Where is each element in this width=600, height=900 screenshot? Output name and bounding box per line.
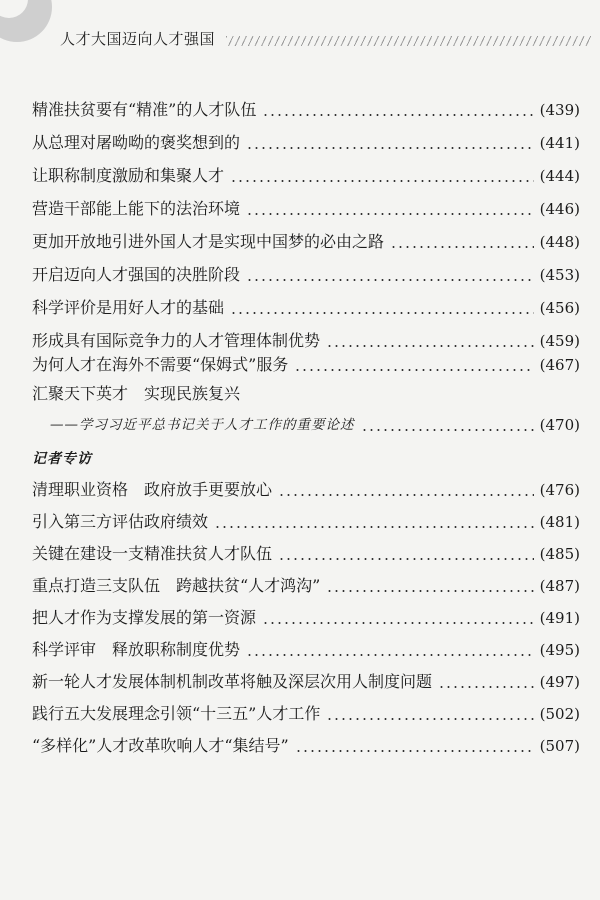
section-heading: 记者专访 <box>32 451 92 467</box>
leader-dots <box>246 279 534 281</box>
toc-entry-title: 精准扶贫要有“精准”的人才队伍 <box>32 100 257 119</box>
toc-entry <box>32 574 580 596</box>
toc-entry-title: 践行五大发展理念引领“十三五”人才工作 <box>32 704 321 723</box>
toc-entry-page: (507) <box>539 737 580 755</box>
toc-entry-page: (446) <box>539 200 580 218</box>
toc-entry-title: 重点打造三支队伍 跨越扶贫“人才鸿沟” <box>32 576 321 595</box>
leader-dots <box>326 345 534 347</box>
toc-entry-page: (485) <box>539 545 580 563</box>
toc-entry <box>32 734 580 756</box>
leader-dots <box>361 429 534 431</box>
toc-entry-page: (459) <box>539 332 580 350</box>
toc-entry-title: 开启迈向人才强国的决胜阶段 <box>32 265 241 284</box>
toc-entry-title: “多样化”人才改革吹响人才“集结号” <box>32 736 289 755</box>
toc-entry-title: 把人才作为支撑发展的第一资源 <box>32 608 257 627</box>
toc-entry-subtitle: ——学习习近平总书记关于人才工作的重要论述 <box>50 417 355 433</box>
toc-entry <box>32 164 580 186</box>
toc-entry <box>32 353 580 375</box>
toc-entry <box>32 131 580 153</box>
toc-entry-title: 科学评审 释放职称制度优势 <box>32 640 241 659</box>
toc-entry <box>32 638 580 660</box>
toc-entry-title: 为何人才在海外不需要“保姆式”服务 <box>32 355 289 374</box>
toc-entry-title: 引入第三方评估政府绩效 <box>32 512 209 531</box>
leader-dots <box>246 213 534 215</box>
toc-entry-page: (453) <box>539 266 580 284</box>
toc-entry-title: 关键在建设一支精准扶贫人才队伍 <box>32 544 273 563</box>
toc-entry-page: (444) <box>539 167 580 185</box>
toc-entry-page: (497) <box>539 673 580 691</box>
leader-dots <box>262 114 533 116</box>
toc-entry-page: (495) <box>539 641 580 659</box>
corner-ornament <box>0 0 52 42</box>
toc-entry-title: 形成具有国际竞争力的人才管理体制优势 <box>32 331 321 350</box>
toc-entry <box>32 606 580 628</box>
toc-entry-page: (439) <box>539 101 580 119</box>
leader-dots <box>438 686 534 688</box>
running-header <box>0 0 600 62</box>
toc-entry <box>32 230 580 252</box>
leader-dots <box>246 654 534 656</box>
header-hatch-rule <box>226 36 592 46</box>
toc-entry-page: (448) <box>539 233 580 251</box>
leader-dots <box>326 590 533 592</box>
leader-dots <box>230 180 534 182</box>
toc-entry-title: 清理职业资格 政府放手更要放心 <box>32 480 273 499</box>
toc-entry <box>32 296 580 318</box>
toc-entry <box>32 702 580 724</box>
leader-dots <box>390 246 534 248</box>
toc-entry-page: (467) <box>539 356 580 374</box>
toc-entry-title: 从总理对屠呦呦的褒奖想到的 <box>32 133 241 152</box>
toc-entry-page: (481) <box>539 513 580 531</box>
leader-dots <box>230 312 534 314</box>
leader-dots <box>295 750 534 752</box>
toc-entry <box>32 670 580 692</box>
leader-dots <box>294 369 533 371</box>
toc-entry-page: (441) <box>539 134 580 152</box>
toc-entry <box>32 478 580 500</box>
toc-entry-page: (491) <box>539 609 580 627</box>
toc-entry <box>32 542 580 564</box>
leader-dots <box>278 558 534 560</box>
toc-entry-multiline-title: 汇聚天下英才 实现民族复兴 <box>32 384 241 403</box>
toc-entry-title: 更加开放地引进外国人才是实现中国梦的必由之路 <box>32 232 385 251</box>
toc-entry-page: (502) <box>539 705 580 723</box>
leader-dots <box>262 622 534 624</box>
toc-entry <box>32 197 580 219</box>
leader-dots <box>326 718 533 720</box>
toc-entry-title: 新一轮人才发展体制机制改革将触及深层次用人制度问题 <box>32 672 433 691</box>
toc-entry <box>32 329 580 351</box>
leader-dots <box>278 494 534 496</box>
toc-entry <box>32 98 580 120</box>
leader-dots <box>246 147 534 149</box>
book-title: 人才大国迈向人才强国 <box>60 30 216 48</box>
toc-entry-title: 科学评价是用好人才的基础 <box>32 298 225 317</box>
toc-entry-subtitle-line <box>50 413 580 435</box>
leader-dots <box>214 526 534 528</box>
toc-entry-page: (470) <box>539 416 580 434</box>
toc-entry-title: 营造干部能上能下的法治环境 <box>32 199 241 218</box>
toc-entry-title: 让职称制度激励和集聚人才 <box>32 166 225 185</box>
toc-entry <box>32 263 580 285</box>
toc-entry-page: (487) <box>539 577 580 595</box>
toc-entry <box>32 510 580 532</box>
toc-entry-page: (476) <box>539 481 580 499</box>
toc-entry-page: (456) <box>539 299 580 317</box>
